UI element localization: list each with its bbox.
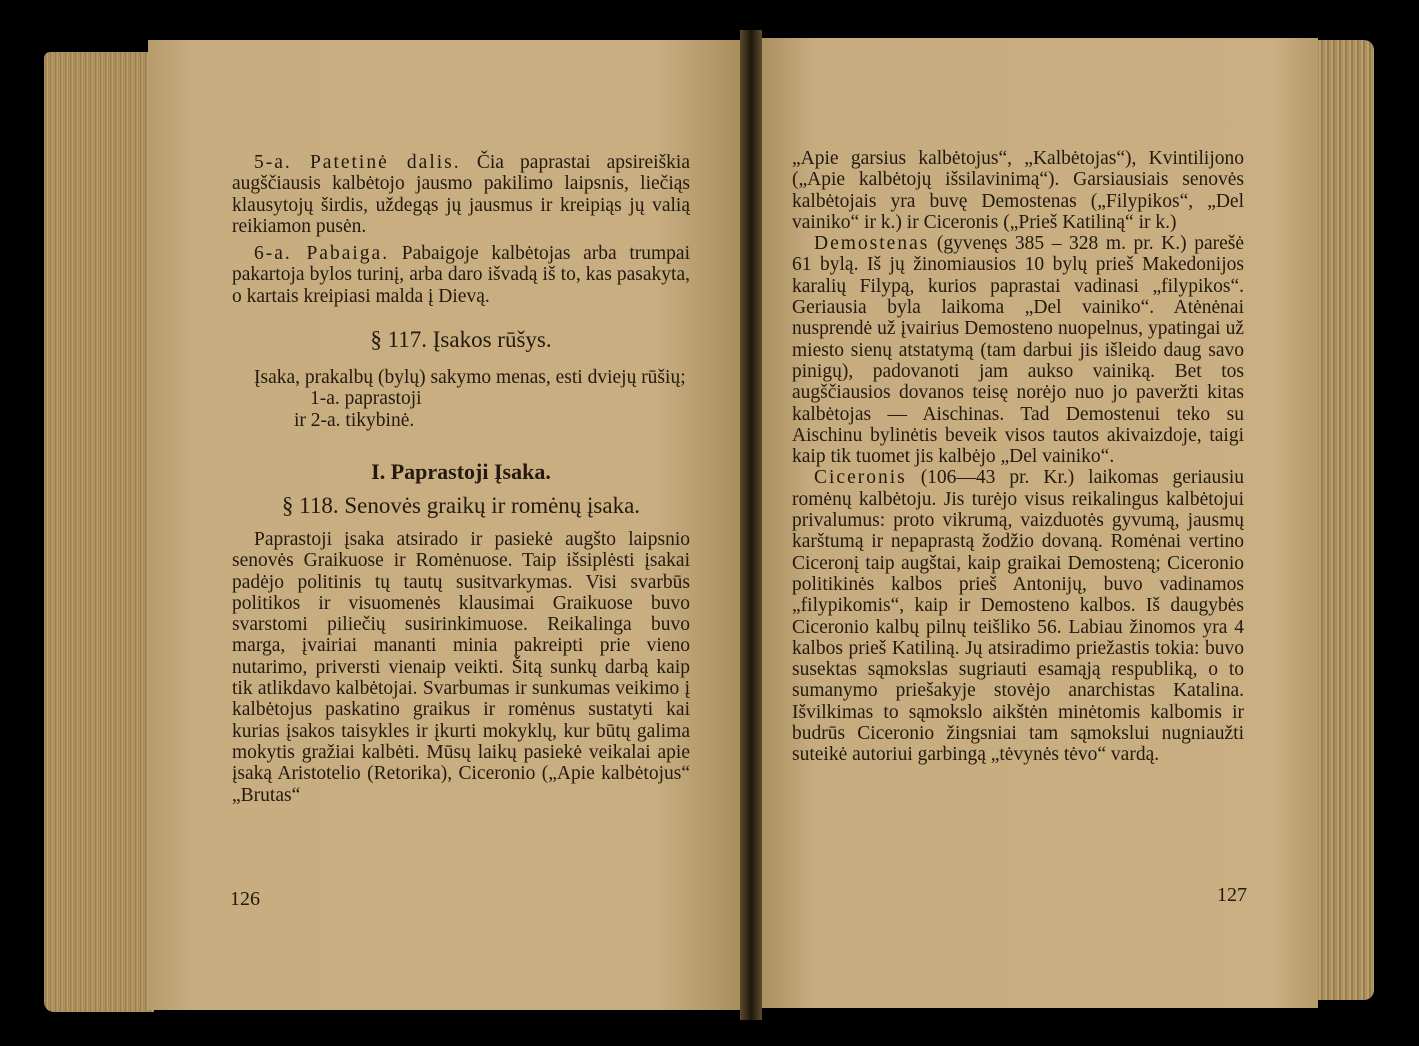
- page-number-right: 127: [1217, 884, 1247, 906]
- paragraph-body: Pabaigoje kalbėtojas arba trumpai pakartoja bylos turinį, arba daro išvadą iš to, kas pasakyta, o kartais kreipiasi malda į Dievą.: [232, 243, 690, 307]
- book-gutter: [740, 30, 762, 1020]
- paragraph-cicero: [792, 467, 1244, 765]
- types-list: [232, 388, 690, 431]
- section-heading-117: § 117. Įsakos rūšys.: [370, 327, 552, 353]
- list-item: ir 2-a. tikybinė.: [294, 409, 415, 431]
- left-page-edges: [44, 52, 154, 1012]
- paragraph-lead: Demostenas: [814, 233, 930, 255]
- paragraph-lead: Ciceronis: [814, 467, 907, 489]
- right-page-edges: [1312, 40, 1374, 1000]
- paragraph-ending: [232, 243, 690, 307]
- paragraph-body: (106—43 pr. Kr.) laikomas geriausiu romėnų kalbėtoju. Jis turėjo visus reikalingus kalbėtojui privalumus: proto vikrumą, vaizduotės gyvumą, jausmų karštumą ir nepaprastą žodžio dovaną. Romėnai vertino Ciceronį taip augštai, kaip graikai Demosteną; Ciceronio politikinės kalbos prieš Antonijų, buvo vadinamos „filypikomis“, kaip ir Demosteno kalbos. Iš daugybės Ciceronio kalbų pilnų teišliko 56. Labiau žinomos yra 4 kalbos prieš Katiliną. Jų atsiradimo priežastis tokia: buvo susektas sąmokslas sugriauti esamąją respubliką, o to sumanymo priešakyje stovėjo anarchistas Katalina. Išvilkimas to sąmokslo aikštėn minėtomis kalbomis ir budrūs Ciceronio žingsniai tam sąmokslui nugniaužti suteikė autoriui garbingą „tėvynės tėvo“ vardą.: [792, 467, 1244, 766]
- paragraph-pathetic-part: [232, 152, 690, 237]
- left-page-text: [232, 152, 690, 806]
- right-page-text: [792, 148, 1244, 766]
- paragraph-lead: 6-a. Pabaiga.: [254, 243, 390, 265]
- paragraph-ancient-rhetoric: Paprastoji įsaka atsirado ir pasiekė augšto laipsnio senovės Graikuose ir Romėnuose. Taip išsiplėsti įsakai padėjo politinis tų tautų susitvarkymas. Visi svarbūs politikos ir visuomenės klausimai Graikuose buvo svarstomi piliečių susirinkimuose. Reikalinga buvo marga, įvairiai mananti minia pakreipti prie vieno nutarimo, priversti vienaip veikti. Šitą sunkų darbą kaip tik atlikdavo kalbėtojai. Svarbumas ir sunkumas veikimo į kalbėtojus paskatino graikus ir romėnus sustatyti kai kurias įsakos taisykles ir įkurti mokyklų, kur būtų galima mokytis gražiai kalbėti. Mūsų laikų pasiekė veikalai apie įsaką Aristotelio (Retorika), Ciceronio („Apie kalbėtojus“ „Brutas“: [232, 528, 690, 806]
- paragraph-body: Čia paprastai apsireiškia augščiausis kalbėtojo jausmo pakilimo laipsnis, liečiąs klausytojų širdis, uždegąs jų jausmus ir kreipiąs jų valią reikiamon pusėn.: [232, 152, 691, 237]
- list-item: 1-a. paprastoji: [310, 388, 422, 410]
- paragraph-continuation: „Apie garsius kalbėtojus“, „Kalbėtojas“), Kvintilijono („Apie kalbėtojų išsilavinimą“). Garsiausiais senovės kalbėtojais yra buvę Demostenas („Filypikos“, „Del vainiko“ ir k.) ir Ciceronis („Prieš Katiliną“ ir k.): [792, 148, 1244, 233]
- paragraph-demosthenes: [792, 233, 1244, 467]
- paragraph-body: (gyvenęs 385 – 328 m. pr. K.) parešė 61 bylą. Iš jų žinomiausios 10 bylų prieš Makedonijos karalių Filypą, kurios paprastai vadinasi „filypikos“. Geriausia byla laikoma „Del vainiko“. Atėnėnai nusprendė už įvairius Demosteno nuopelnus, ypatingai už miesto sienų atstatymą (tam darbui jis išleido daug savo pinigų), padovanoti jam aukso vainiką. Bet tos augščiausios dovanos teisę norėjo nuo jo paveržti kitas kalbėtojas — Aischinas. Tad Demostenui teko su Aischinu bylinėtis beveik visos tautos akivaizdoje, taigi kaip tik tuomet jis kalbėjo „Del vainiko“.: [792, 233, 1244, 468]
- paragraph-lead: 5-a. Patetinė dalis.: [254, 152, 461, 173]
- section-heading-118: § 118. Senovės graikų ir romėnų įsaka.: [281, 492, 641, 518]
- page-number-left: 126: [230, 888, 260, 910]
- part-heading: I. Paprastoji Įsaka.: [371, 458, 551, 484]
- paragraph-types: Įsaka, prakalbų (bylų) sakymo menas, esti dviejų rūšių;: [254, 367, 686, 389]
